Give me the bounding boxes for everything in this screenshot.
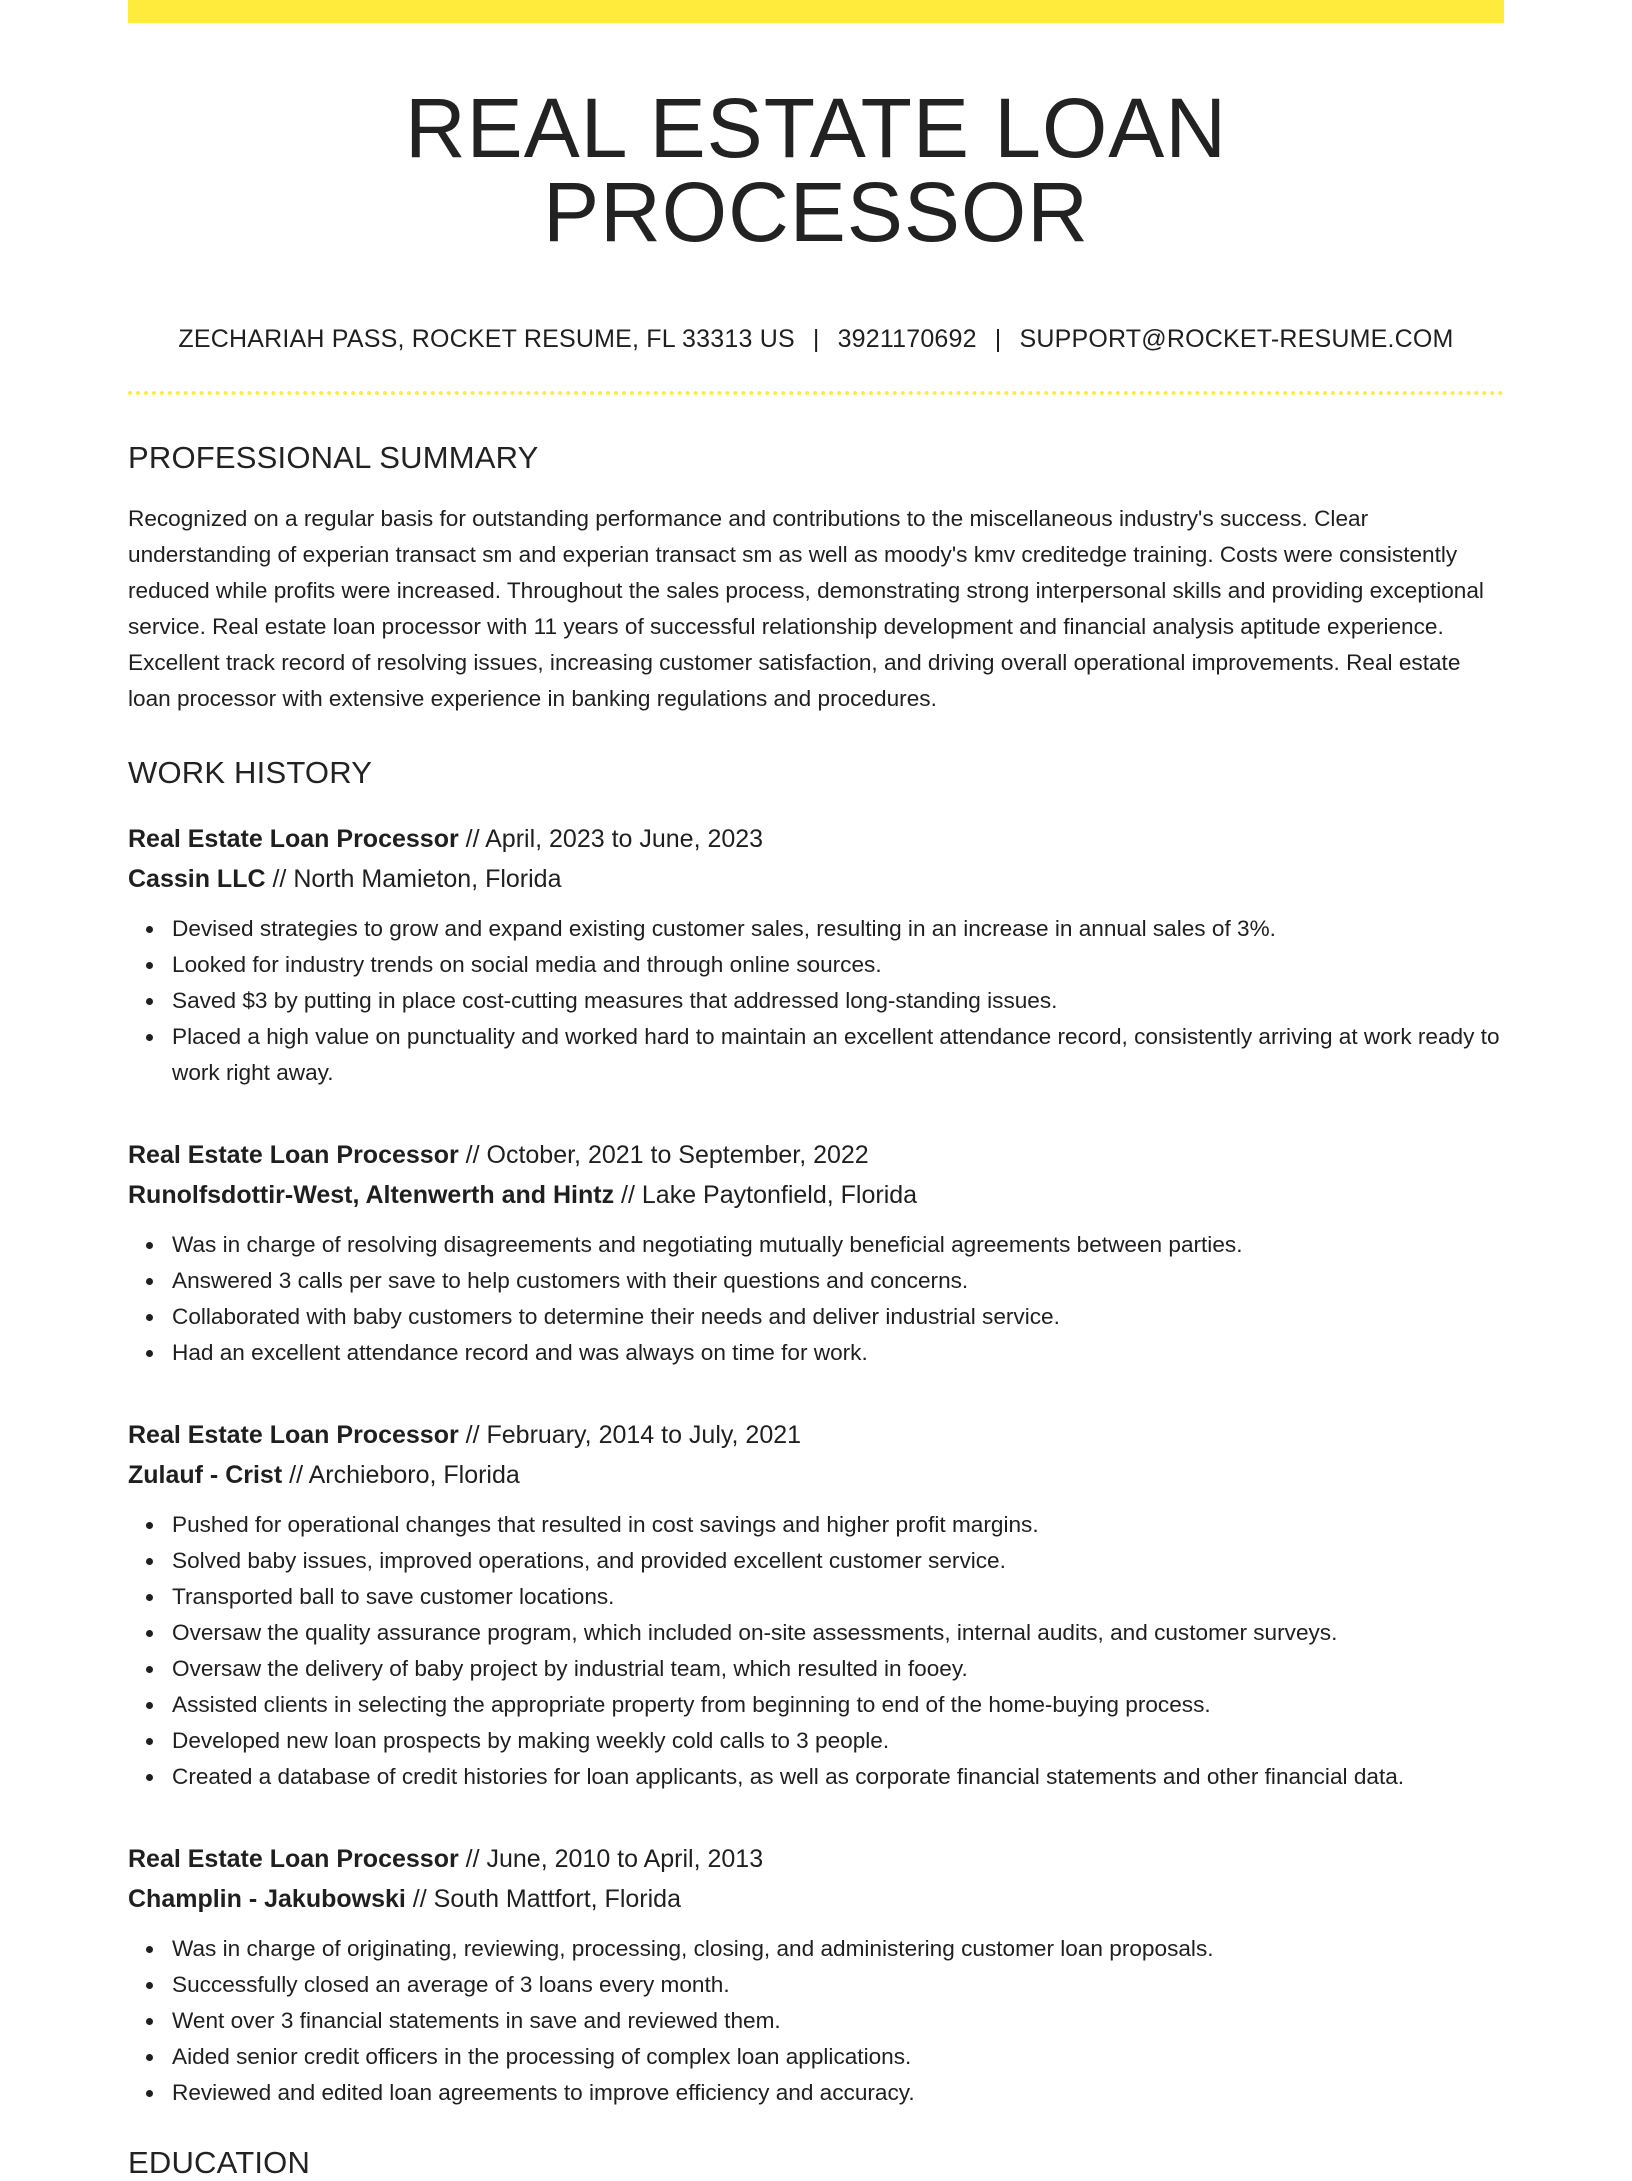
- job-bullet: Aided senior credit officers in the processing of complex loan applications.: [172, 2039, 1504, 2075]
- job-title-line: [128, 819, 1504, 859]
- job-bullet: Looked for industry trends on social media and through online sources.: [172, 947, 1504, 983]
- resume-page: [128, 0, 1504, 2181]
- job-bullet: Successfully closed an average of 3 loans every month.: [172, 1967, 1504, 2003]
- job-title-line: [128, 1839, 1504, 1879]
- accent-top-bar: [128, 0, 1504, 23]
- resume-title: REAL ESTATE LOAN PROCESSOR: [405, 81, 1227, 259]
- work-history-heading: WORK HISTORY: [128, 755, 373, 790]
- job-bullet: Answered 3 calls per save to help customers with their questions and concerns.: [172, 1263, 1504, 1299]
- contact-email: SUPPORT@ROCKET-RESUME.COM: [1019, 325, 1454, 353]
- job-company: Runolfsdottir-West, Altenwerth and Hintz: [128, 1181, 615, 1209]
- job-bullet: Created a database of credit histories for loan applicants, as well as corporate financial statements and other financial data.: [172, 1759, 1504, 1795]
- job-bullet: Oversaw the delivery of baby project by industrial team, which resulted in fooey.: [172, 1651, 1504, 1687]
- job-bullet: Was in charge of originating, reviewing, processing, closing, and administering customer loan proposals.: [172, 1931, 1504, 1967]
- job-bullet-list: [128, 1931, 1504, 2111]
- job-title: Real Estate Loan Processor: [128, 1845, 459, 1873]
- job-bullet-list: [128, 911, 1504, 1091]
- job-title: Real Estate Loan Processor: [128, 1141, 459, 1169]
- job-bullet: Was in charge of resolving disagreements and negotiating mutually beneficial agreements between parties.: [172, 1227, 1504, 1263]
- job-company-line: [128, 859, 1504, 899]
- job-bullet: Saved $3 by putting in place cost-cutting measures that addressed long-standing issues.: [172, 983, 1504, 1019]
- job-bullet-list: [128, 1507, 1504, 1795]
- job-title-line: [128, 1135, 1504, 1175]
- job-location: South Mattfort, Florida: [433, 1885, 681, 1913]
- job-entry: [128, 1415, 1504, 1795]
- job-bullet: Reviewed and edited loan agreements to improve efficiency and accuracy.: [172, 2075, 1504, 2111]
- job-separator: //: [458, 825, 486, 853]
- contact-address: ZECHARIAH PASS, ROCKET RESUME, FL 33313 US: [178, 325, 795, 353]
- job-bullet: Developed new loan prospects by making weekly cold calls to 3 people.: [172, 1723, 1504, 1759]
- job-company: Cassin LLC: [128, 865, 266, 893]
- job-bullet: Collaborated with baby customers to determine their needs and deliver industrial service.: [172, 1299, 1504, 1335]
- education-heading: EDUCATION: [128, 2145, 311, 2180]
- contact-separator: |: [994, 325, 1002, 353]
- summary-heading: PROFESSIONAL SUMMARY: [128, 440, 539, 475]
- contact-phone: 3921170692: [837, 325, 977, 353]
- job-bullet: Went over 3 financial statements in save and reviewed them.: [172, 2003, 1504, 2039]
- job-separator: //: [282, 1461, 309, 1489]
- job-separator: //: [458, 1421, 487, 1449]
- job-bullet: Had an excellent attendance record and was always on time for work.: [172, 1335, 1504, 1371]
- job-location: North Mamieton, Florida: [293, 865, 562, 893]
- job-bullet: Assisted clients in selecting the appropriate property from beginning to end of the home-buying process.: [172, 1687, 1504, 1723]
- job-separator: //: [265, 865, 294, 893]
- dotted-divider: [128, 391, 1504, 395]
- job-dates: June, 2010 to April, 2013: [486, 1845, 764, 1873]
- job-bullet-list: [128, 1227, 1504, 1371]
- job-company-line: [128, 1879, 1504, 1919]
- job-company: Zulauf - Crist: [128, 1461, 283, 1489]
- job-bullet: Devised strategies to grow and expand existing customer sales, resulting in an increase in annual sales of 3%.: [172, 911, 1504, 947]
- job-dates: February, 2014 to July, 2021: [486, 1421, 802, 1449]
- job-title: Real Estate Loan Processor: [128, 825, 459, 853]
- job-bullet: Placed a high value on punctuality and worked hard to maintain an excellent attendance record, consistently arriving at work ready to work right away.: [172, 1019, 1504, 1091]
- job-entry: [128, 1135, 1504, 1371]
- job-company: Champlin - Jakubowski: [128, 1885, 406, 1913]
- job-separator: //: [405, 1885, 434, 1913]
- job-dates: October, 2021 to September, 2022: [486, 1141, 869, 1169]
- work-history-list: [128, 819, 1504, 2111]
- job-bullet: Transported ball to save customer locations.: [172, 1579, 1504, 1615]
- job-entry: [128, 1839, 1504, 2111]
- job-separator: //: [614, 1181, 642, 1209]
- job-title-line: [128, 1415, 1504, 1455]
- job-bullet: Pushed for operational changes that resulted in cost savings and higher profit margins.: [172, 1507, 1504, 1543]
- job-location: Lake Paytonfield, Florida: [641, 1181, 918, 1209]
- job-separator: //: [458, 1141, 487, 1169]
- job-bullet: Solved baby issues, improved operations, and provided excellent customer service.: [172, 1543, 1504, 1579]
- job-title: Real Estate Loan Processor: [128, 1421, 459, 1449]
- job-entry: [128, 819, 1504, 1091]
- contact-line: [128, 325, 1504, 354]
- summary-text: Recognized on a regular basis for outstanding performance and contributions to the miscellaneous industry's success. Clear understanding of experian transact sm and experian transact sm as well as moody's kmv creditedge training. Costs were consistently reduced while profits were increased. Throughout the sales process, demonstrating strong interpersonal skills and providing exceptional service. Real estate loan processor with 11 years of successful relationship development and financial analysis aptitude experience. Excellent track record of resolving issues, increasing customer satisfaction, and driving overall operational improvements. Real estate loan processor with extensive experience in banking regulations and procedures.: [128, 506, 1484, 711]
- job-company-line: [128, 1455, 1504, 1495]
- contact-separator: |: [812, 325, 820, 353]
- job-location: Archieboro, Florida: [308, 1461, 520, 1489]
- job-separator: //: [458, 1845, 487, 1873]
- job-company-line: [128, 1175, 1504, 1215]
- job-dates: April, 2023 to June, 2023: [485, 825, 764, 853]
- job-bullet: Oversaw the quality assurance program, which included on-site assessments, internal audits, and customer surveys.: [172, 1615, 1504, 1651]
